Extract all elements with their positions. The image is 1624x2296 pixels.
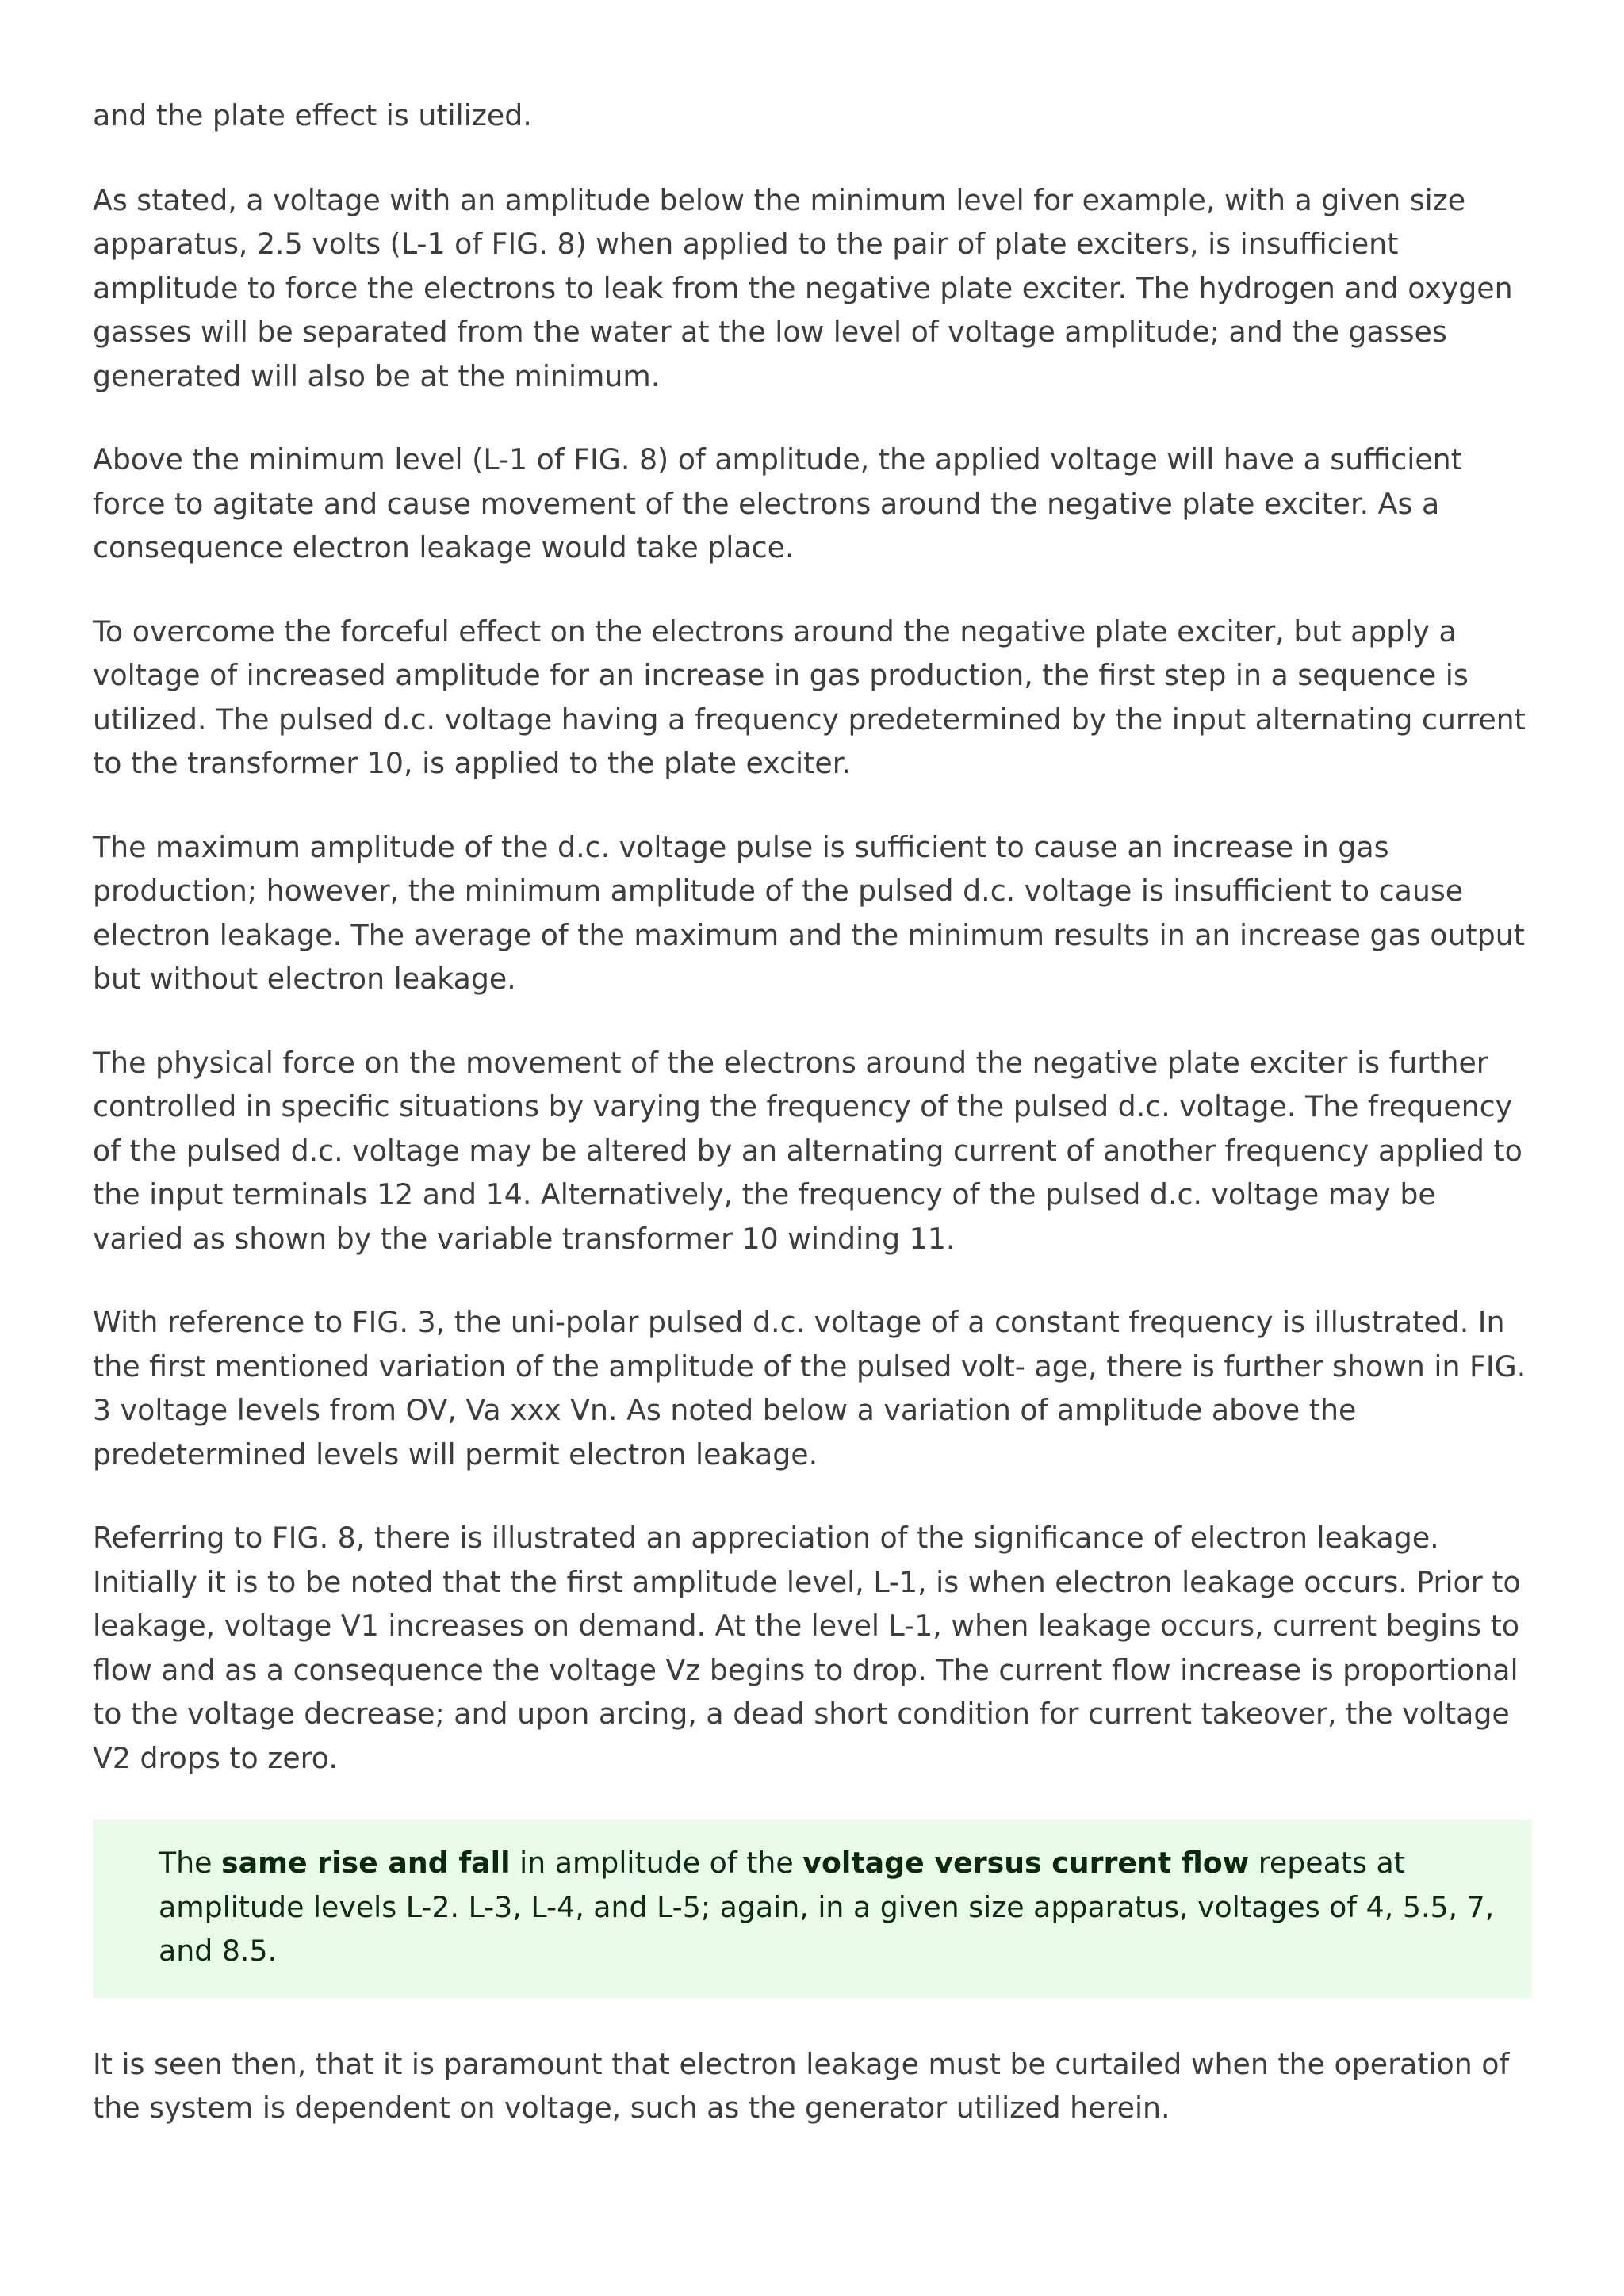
paragraph-overcome-force: To overcome the forceful effect on the electrons around the negative plate exciter, but apply a voltage of increased amplitude for an increase in gas production, the first step in a sequence is utilized. The pulsed d.c. voltage having a frequency predetermined by the input alternating current to the transformer 10, is applied to the plate exciter. (93, 614, 1526, 780)
callout-bold-rise-fall: same rise and fall (221, 1846, 511, 1880)
paragraph-above-minimum: Above the minimum level (L-1 of FIG. 8) of amplitude, the applied voltage will have a sufficient force to agitate and cause movement of the electrons around the negative plate exciter. As a consequence electron leakage would take place. (93, 442, 1462, 564)
callout-part-3: repeats at amplitude levels L-2. L-3, L-4, and L-5; again, in a given size apparatus, voltages of 4, 5.5, 7, and 8.5. (159, 1846, 1495, 1968)
paragraph-fig8-reference: Referring to FIG. 8, there is illustrated an appreciation of the significance of electron leakage. Initially it is to be noted that the first amplitude level, L-1, is when electron leakage occurs. Prior to leakage, voltage V1 increases on demand. At the level L-1, when leakage occurs, current begins to flow and as a consequence the voltage Vz begins to drop. The current flow increase is proportional to the voltage decrease; and upon arcing, a dead short condition for current takeover, the voltage V2 drops to zero. (93, 1521, 1521, 1775)
callout-part-1: The (159, 1846, 222, 1880)
paragraph-continuation: and the plate effect is utilized. (93, 98, 532, 132)
paragraph-physical-force: The physical force on the movement of the electrons around the negative plate exciter is further controlled in specific situations by varying the frequency of the pulsed d.c. voltage. The frequency of the pulsed d.c. voltage may be altered by an alternating current of another frequency applied to the input terminals 12 and 14. Alternatively, the frequency of the pulsed d.c. voltage may be varied as shown by the variable transformer 10 winding 11. (93, 1045, 1522, 1256)
callout-text (159, 1841, 1508, 1973)
paragraph-closing: It is seen then, that it is paramount that electron leakage must be curtailed when the operation of the system is dependent on voltage, such as the generator utilized herein. (93, 2046, 1510, 2125)
paragraph-fig3-reference: With reference to FIG. 3, the uni-polar pulsed d.c. voltage of a constant frequency is illustrated. In the first mentioned variation of the amplitude of the pulsed volt- age, there is further shown in FIG. 3 voltage levels from OV, Va xxx Vn. As noted below a variation of amplitude above the predetermined levels will permit electron leakage. (93, 1305, 1526, 1471)
document-body (93, 94, 1532, 2170)
paragraph-minimum-level: As stated, a voltage with an amplitude below the minimum level for example, with a given size apparatus, 2.5 volts (L-1 of FIG. 8) when applied to the pair of plate exciters, is insufficient amplitude to force the electrons to leak from the negative plate exciter. The hydrogen and oxygen gasses will be separated from the water at the low level of voltage amplitude; and the gasses generated will also be at the minimum. (93, 182, 1513, 393)
callout-bold-voltage-current: voltage versus current flow (802, 1846, 1250, 1880)
paragraph-maximum-amplitude: The maximum amplitude of the d.c. voltage pulse is sufficient to cause an increase in gas production; however, the minimum amplitude of the pulsed d.c. voltage is insufficient to cause electron leakage. The average of the maximum and the minimum results in an increase gas output but without electron leakage. (93, 829, 1526, 996)
callout-part-2: in amplitude of the (510, 1846, 803, 1880)
highlight-callout (93, 1820, 1532, 1998)
